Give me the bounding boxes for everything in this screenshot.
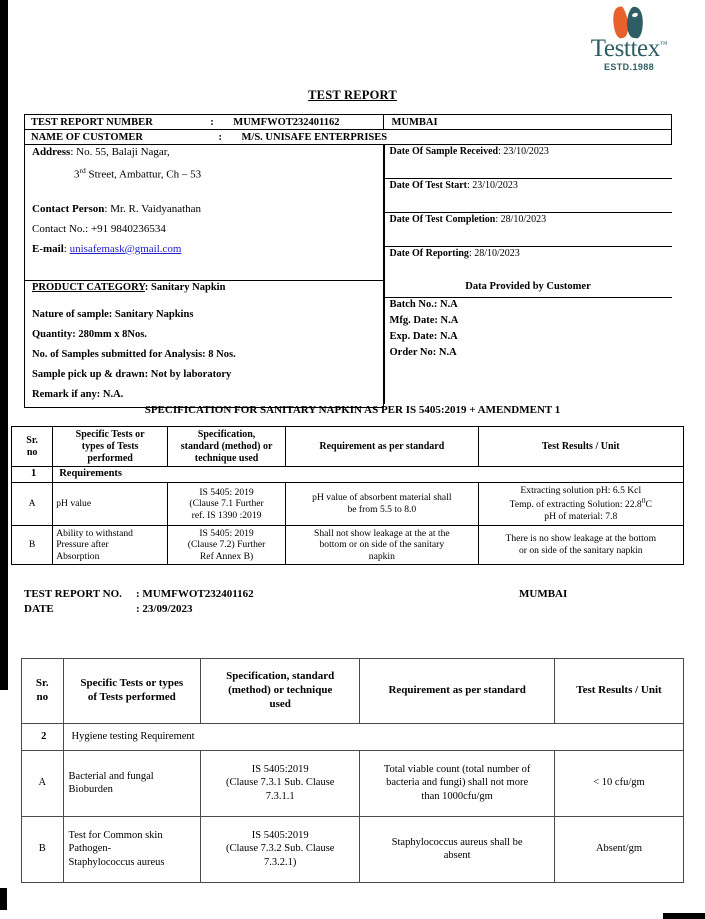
row-test-name: pH value bbox=[53, 482, 168, 525]
column-header-sr-no: Sr. no bbox=[22, 659, 64, 724]
customer-colon: : bbox=[218, 132, 223, 143]
contact-person-value: : Mr. R. Vaidyanathan bbox=[104, 202, 202, 215]
row-specification: IS 5405: 2019 (Clause 7.2) Further Ref Annex B) bbox=[168, 525, 286, 565]
order-no-line: Order No: N.A bbox=[389, 347, 457, 358]
date-reporting-value: : 28/10/2023 bbox=[468, 248, 520, 259]
testtex-logo bbox=[577, 6, 681, 72]
scan-artifact-left-edge bbox=[0, 0, 8, 690]
report-number-value: MUMFWOT232401162 bbox=[233, 117, 340, 128]
row-test-name: Ability to withstand Pressure after Absorption bbox=[53, 525, 168, 565]
row-sr-no: B bbox=[22, 816, 64, 882]
group-sr-no: 2 bbox=[22, 724, 64, 751]
report-number-colon: : bbox=[210, 117, 214, 128]
group-label: Hygiene testing Requirement bbox=[63, 724, 683, 751]
row-requirement: pH value of absorbent material shall be from 5.5 to 8.0 bbox=[286, 482, 478, 525]
contact-person-line bbox=[32, 203, 378, 215]
footer-report-no-row bbox=[24, 588, 672, 603]
address-and-dates-row bbox=[25, 145, 672, 281]
logo-established-text: ESTD.1988 bbox=[603, 62, 655, 72]
customer-value: M/S. UNISAFE ENTERPRISES bbox=[241, 132, 388, 143]
degree-symbol-icon: 0 bbox=[641, 496, 646, 506]
exp-date-line: Exp. Date: N.A bbox=[389, 331, 458, 342]
footer-date-row bbox=[24, 603, 672, 618]
results-table-hygiene bbox=[21, 658, 684, 883]
table2-header-row bbox=[22, 659, 684, 724]
contact-person-label: Contact Person bbox=[32, 202, 105, 215]
row-specification: IS 5405: 2019 (Clause 7.1 Further ref. IS 1390 :2019 bbox=[168, 482, 286, 525]
address-line-1 bbox=[32, 146, 378, 158]
row-specification: IS 5405:2019 (Clause 7.3.2 Sub. Clause 7.3.2.1) bbox=[201, 816, 360, 882]
row-test-result: There is no show leakage at the bottom or on side of the sanitary napkin bbox=[478, 525, 683, 565]
row-test-result: Extracting solution pH: 6.5 Kcl Temp. of extracting Solution: 22.8$^0$C pH of material: 7.8 bbox=[478, 482, 683, 525]
product-and-customer-data-row bbox=[25, 280, 672, 407]
row-test-result: < 10 cfu/gm bbox=[554, 750, 683, 816]
row-test-name: Bacterial and fungal Bioburden bbox=[63, 750, 201, 816]
address-value-1: : No. 55, Balaji Nagar, bbox=[70, 146, 170, 158]
sample-pickup-line: Sample pick up & drawn: Not by laboratory bbox=[32, 368, 232, 380]
scan-artifact-bottom-left bbox=[0, 888, 7, 910]
column-header-test-results: Test Results / Unit bbox=[554, 659, 683, 724]
address-street-rest: Street, Ambattur, Ch – 53 bbox=[85, 168, 202, 181]
product-category-label: PRODUCT CATEGORY bbox=[32, 281, 145, 293]
results-table-requirements bbox=[11, 426, 684, 565]
column-header-requirement: Requirement as per standard bbox=[286, 427, 478, 467]
column-header-tests-performed: Specific Tests or types of Tests performed bbox=[63, 659, 201, 724]
row-sr-no: B bbox=[12, 525, 53, 565]
address-label: Address bbox=[32, 146, 71, 158]
row-sr-no: A bbox=[22, 750, 64, 816]
date-test-completion-value: : 28/10/2023 bbox=[495, 214, 547, 225]
contact-number-value: : +91 9840236534 bbox=[85, 222, 166, 235]
product-category-line bbox=[32, 282, 378, 293]
date-row bbox=[384, 145, 672, 179]
column-header-test-results: Test Results / Unit bbox=[478, 427, 683, 467]
row-specification: IS 5405:2019 (Clause 7.3.1 Sub. Clause 7.3.1.1 bbox=[201, 750, 360, 816]
row-test-name: Test for Common skin Pathogen- Staphylococcus aureus bbox=[63, 816, 201, 882]
contact-number-line bbox=[32, 223, 378, 235]
email-label: E-mail bbox=[32, 242, 64, 255]
column-header-sr-no: Sr. no bbox=[12, 427, 53, 467]
date-sample-received-label: Date Of Sample Received bbox=[389, 146, 499, 157]
column-header-tests-performed: Specific Tests or types of Tests performed bbox=[53, 427, 168, 467]
dates-table bbox=[384, 145, 672, 280]
date-row bbox=[384, 213, 672, 247]
customer-data-block bbox=[384, 298, 672, 405]
row-requirement: Shall not show leakage at the at the bottom or on side of the sanitary napkin bbox=[286, 525, 478, 565]
batch-no-line: Batch No.: N.A bbox=[389, 299, 458, 310]
table-row bbox=[22, 816, 684, 882]
date-test-completion-label: Date Of Test Completion bbox=[389, 214, 496, 225]
table-row bbox=[12, 525, 684, 565]
report-number-label: TEST REPORT NUMBER bbox=[31, 117, 153, 128]
footer-date-value: : 23/09/2023 bbox=[136, 603, 193, 615]
mfg-date-line: Mfg. Date: N.A bbox=[389, 315, 459, 326]
group-label: Requirements bbox=[53, 467, 684, 483]
customer-label: NAME OF CUSTOMER bbox=[31, 132, 144, 143]
sample-count-line: No. of Samples submitted for Analysis: 8 Nos. bbox=[32, 348, 236, 360]
email-link[interactable]: unisafemask@gmail.com bbox=[69, 242, 182, 255]
column-header-specification: Specification, standard (method) or technique used bbox=[168, 427, 286, 467]
email-line bbox=[32, 243, 378, 255]
customer-data-table bbox=[384, 280, 672, 404]
footer-date-label: DATE bbox=[24, 603, 54, 615]
date-row bbox=[384, 247, 672, 281]
row-requirement: Staphylococcus aureus shall be absent bbox=[360, 816, 555, 882]
column-header-specification: Specification, standard (method) or technique used bbox=[201, 659, 360, 724]
address-street-number: 3 bbox=[74, 168, 80, 181]
contact-number-label: Contact No. bbox=[32, 222, 86, 235]
address-ordinal-suffix: rd bbox=[79, 166, 86, 175]
group-sr-no: 1 bbox=[12, 467, 53, 483]
page-title: TEST REPORT bbox=[308, 88, 397, 102]
row-test-result: Absent/gm bbox=[554, 816, 683, 882]
logo-brand-name: Testtex bbox=[590, 35, 660, 62]
date-row bbox=[384, 179, 672, 213]
date-reporting-label: Date Of Reporting bbox=[389, 248, 469, 259]
logo-leaf-teal-icon bbox=[625, 6, 645, 39]
footer-city: MUMBAI bbox=[519, 588, 568, 600]
table-row bbox=[12, 482, 684, 525]
date-test-start-label: Date Of Test Start bbox=[389, 180, 467, 191]
logo-wordmark bbox=[577, 36, 681, 61]
date-test-start-value: : 23/10/2023 bbox=[467, 180, 518, 191]
product-category-value: : Sanitary Napkin bbox=[144, 281, 226, 293]
footer-report-no-label: TEST REPORT NO. bbox=[24, 588, 122, 600]
sample-nature-line: Nature of sample: Sanitary Napkins bbox=[32, 308, 194, 320]
trademark-icon: ™ bbox=[659, 39, 668, 49]
product-details-block bbox=[25, 280, 384, 407]
table2-group-row bbox=[22, 724, 684, 751]
row-sr-no: A bbox=[12, 482, 53, 525]
scan-artifact-bottom-right bbox=[663, 913, 705, 919]
sample-quantity-line: Quantity: 280mm x 8Nos. bbox=[32, 328, 147, 340]
report-number-row bbox=[25, 115, 672, 130]
footer-report-no-value: : MUMFWOT232401162 bbox=[136, 588, 254, 600]
specification-caption: SPECIFICATION FOR SANITARY NAPKIN AS PER IS 5405:2019 + AMENDMENT 1 bbox=[144, 404, 561, 416]
address-line-2 bbox=[74, 166, 378, 181]
table-row bbox=[22, 750, 684, 816]
customer-name-row bbox=[25, 130, 672, 145]
email-colon: : bbox=[63, 242, 70, 255]
customer-data-title: Data Provided by Customer bbox=[384, 280, 672, 298]
table1-header-row bbox=[12, 427, 684, 467]
report-header-table bbox=[24, 114, 672, 408]
city-label: MUMBAI bbox=[391, 117, 438, 128]
address-block bbox=[25, 145, 384, 281]
date-sample-received-value: : 23/10/2023 bbox=[498, 146, 549, 157]
report-footer-block bbox=[24, 588, 672, 618]
sample-remark-line: Remark if any: N.A. bbox=[32, 388, 124, 400]
row-requirement: Total viable count (total number of bacteria and fungi) shall not more than 1000cfu/gm bbox=[360, 750, 555, 816]
column-header-requirement: Requirement as per standard bbox=[360, 659, 555, 724]
table1-group-row bbox=[12, 467, 684, 483]
